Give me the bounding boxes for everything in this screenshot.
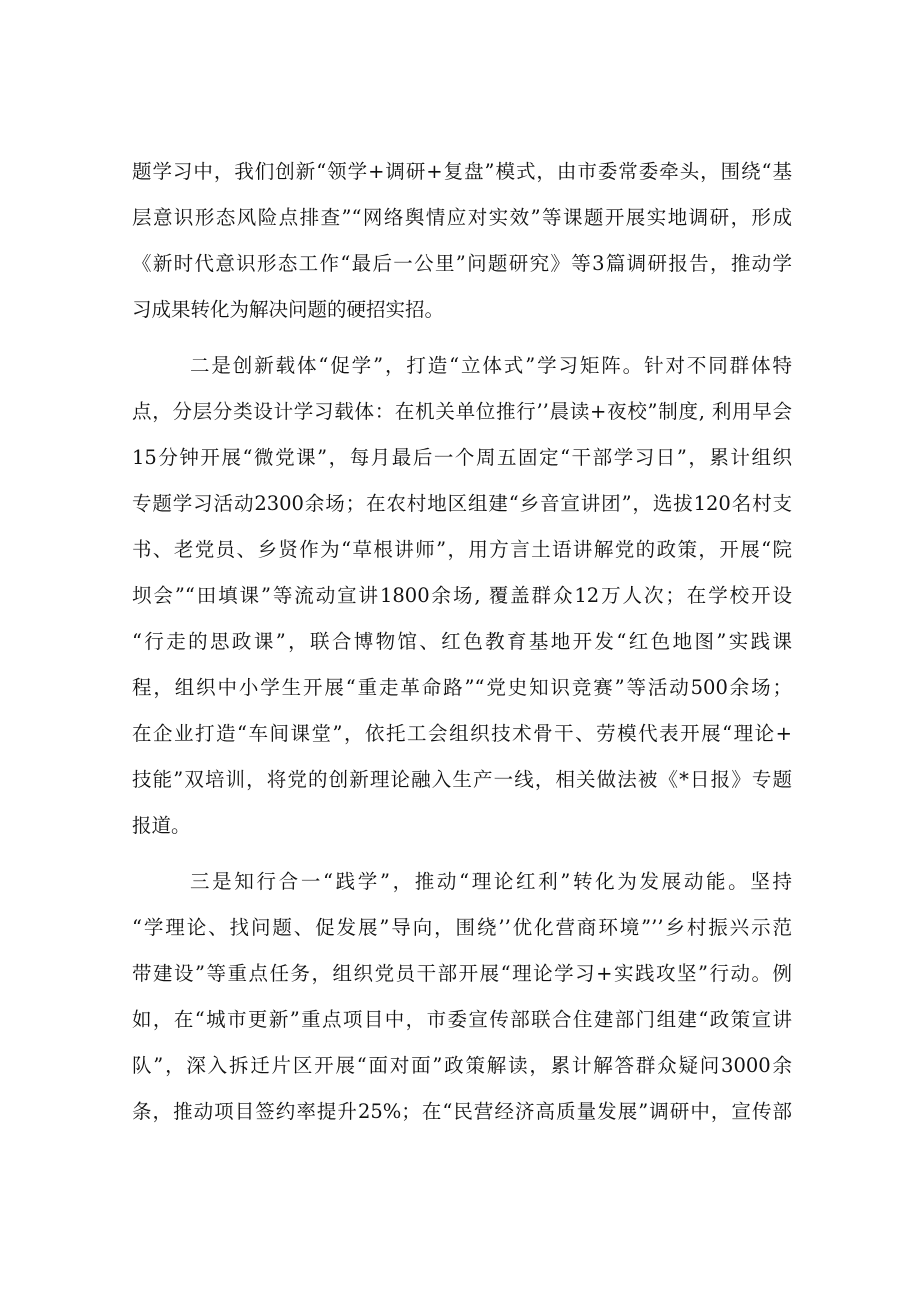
paragraph-line: 坝会”“田填课”等流动宣讲1800余场, 覆盖群众12万人次；在学校开设	[132, 584, 792, 607]
paragraph-line: 带建设”等重点任务，组织党员干部开展“理论学习+实践攻坚”行动。例	[132, 962, 792, 985]
paragraph-line: 点，分层分类设计学习载体：在机关单位推行’’晨读+夜校”制度, 利用早会	[132, 400, 792, 423]
paragraph-line: 书、老党员、乡贤作为“草根讲师”，用方言土语讲解党的政策，开展“院	[132, 538, 792, 561]
paragraph-line: 程，组织中小学生开展“重走革命路”“党史知识竞赛”等活动500余场；	[132, 676, 792, 699]
paragraph-line: 条，推动项目签约率提升25%；在“民营经济高质量发展”调研中，宣传部	[132, 1100, 792, 1123]
paragraph-line: 技能”双培训，将党的创新理论融入生产一线，相关做法被《*日报》专题	[132, 768, 792, 791]
paragraph-line: 《新时代意识形态工作“最后一公里”问题研究》等3篇调研报告，推动学	[132, 252, 792, 275]
paragraph-line: 如，在“城市更新”重点项目中，市委宣传部联合住建部门组建“政策宣讲	[132, 1008, 792, 1031]
paragraph-line: “行走的思政课”，联合博物馆、红色教育基地开发“红色地图”实践课	[132, 630, 792, 653]
paragraph-line: 专题学习活动2300余场；在农村地区组建“乡音宣讲团”，选拔120名村支	[132, 492, 792, 515]
paragraph-line: 习成果转化为解决问题的硬招实招。	[132, 298, 445, 321]
paragraph-line: 在企业打造“车间课堂”，依托工会组织技术骨干、劳模代表开展“理论+	[132, 722, 792, 745]
paragraph-line: “学理论、找问题、促发展”导向，围绕’’优化营商环境”’’乡村振兴示范	[132, 916, 792, 939]
paragraph-2	[132, 343, 792, 849]
paragraph-line: 队”，深入拆迁片区开展“面对面”政策解读，累计解答群众疑问3000余	[132, 1054, 792, 1077]
paragraph-1	[132, 149, 792, 333]
paragraph-line: 15分钟开展“微党课”，每月最后一个周五固定“干部学习日”，累计组织	[132, 446, 792, 469]
paragraph-line: 题学习中，我们创新“领学+调研+复盘”模式，由市委常委牵头，围绕“基	[132, 160, 792, 183]
paragraph-line: 三是知行合一“践学”，推动“理论红利”转化为发展动能。坚持	[190, 870, 792, 893]
paragraph-3	[132, 859, 792, 1135]
paragraph-line: 二是创新载体“促学”，打造“立体式”学习矩阵。针对不同群体特	[190, 354, 792, 377]
paragraph-line: 层意识形态风险点排查”“网络舆情应对实效”等课题开展实地调研，形成	[132, 206, 792, 229]
paragraph-line: 报道。	[132, 814, 191, 837]
